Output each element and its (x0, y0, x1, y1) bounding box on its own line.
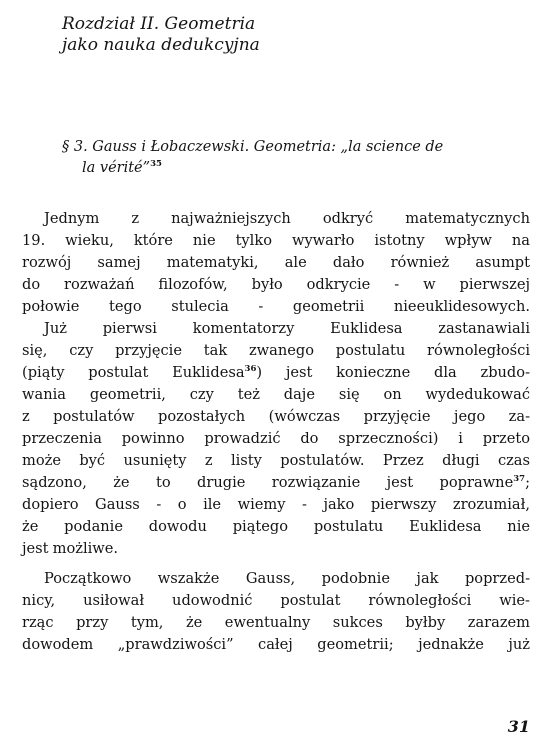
section-title-line-2 (62, 158, 542, 179)
text-fragment: ) jest konieczne dla zbudo- (256, 364, 530, 381)
text-fragment: ; (525, 474, 530, 491)
footnote-marker: 36 (244, 364, 257, 374)
text-line: połowie tego stulecia - geometrii nieeuklidesowych. (22, 298, 530, 315)
chapter-heading (62, 14, 502, 56)
body-text (22, 208, 530, 656)
text-line: Jednym z najważniejszych odkryć matematycznych (44, 210, 530, 227)
text-line: może być usunięty z listy postulatów. Przez długi czas (22, 452, 530, 469)
paragraph-gap (22, 560, 530, 568)
text-line: dopiero Gauss - o ile wiemy - jako pierwszy zrozumiał, (22, 496, 530, 513)
section-heading (62, 137, 542, 179)
text-line (22, 362, 530, 384)
text-line: że podanie dowodu piątego postulatu Euklidesa nie (22, 518, 530, 535)
text-line: przeczenia powinno prowadzić do sprzeczności) i przeto (22, 430, 530, 447)
text-line: Początkowo wszakże Gauss, podobnie jak poprzed- (44, 570, 530, 587)
text-line: rząc przy tym, że ewentualny sukces byłby zarazem (22, 614, 530, 631)
text-line: dowodem „prawdziwości” całej geometrii; jednakże już (22, 636, 530, 653)
footnote-marker: 37 (513, 474, 526, 484)
chapter-title-line-1: Rozdział II. Geometria (62, 14, 256, 34)
text-line: wania geometrii, czy też daje się on wydedukować (22, 386, 530, 403)
text-fragment: (piąty postulat Euklidesa (22, 364, 245, 381)
text-line: rozwój samej matematyki, ale dało również asumpt (22, 254, 530, 271)
text-line: do rozważań filozofów, było odkrycie - w pierwszej (22, 276, 530, 293)
text-line: z postulatów pozostałych (wówczas przyjęcie jego za- (22, 408, 530, 425)
section-title-text: la vérité” (82, 160, 151, 176)
footnote-marker: 35 (150, 159, 162, 169)
page-number: 31 (507, 717, 530, 736)
text-line: Już pierwsi komentatorzy Euklidesa zastanawiali (44, 320, 530, 337)
text-line (22, 472, 530, 494)
text-line: nicy, usiłował udowodnić postulat równoległości wie- (22, 592, 530, 609)
section-title-line-1: § 3. Gauss i Łobaczewski. Geometria: „la science de (62, 139, 444, 155)
text-fragment: sądzono, że to drugie rozwiązanie jest poprawne (22, 474, 514, 491)
text-line: jest możliwe. (22, 540, 119, 557)
text-line: 19. wieku, które nie tylko wywarło istotny wpływ na (22, 232, 530, 249)
chapter-title-line-2: jako nauka dedukcyjna (62, 35, 260, 55)
text-line: się, czy przyjęcie tak zwanego postulatu równoległości (22, 342, 530, 359)
